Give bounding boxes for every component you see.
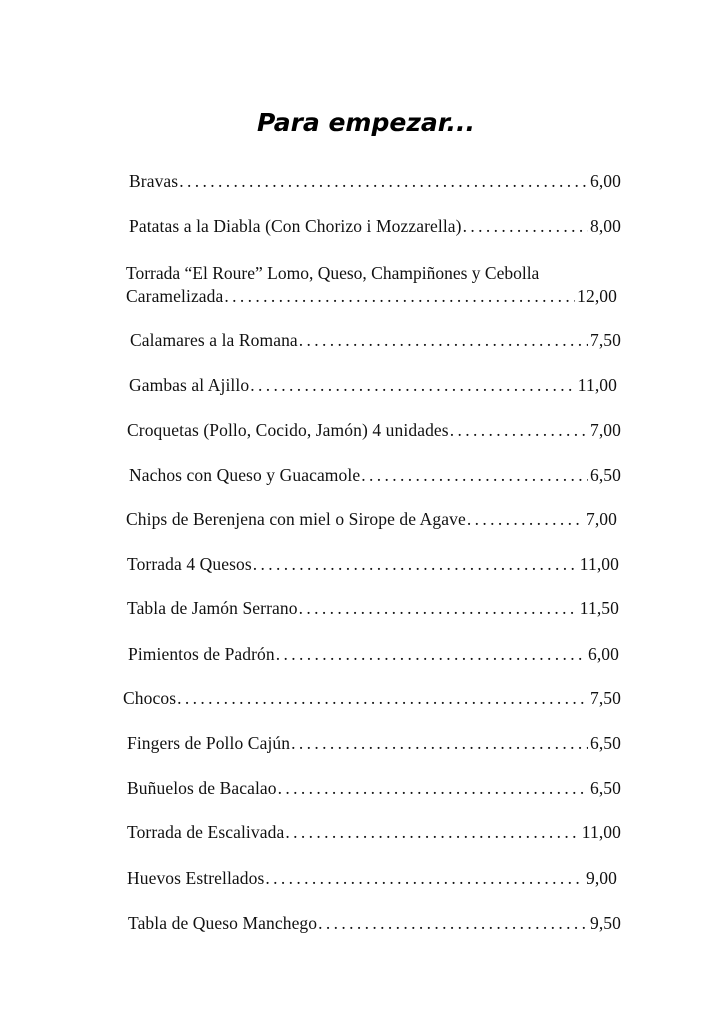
item-price: 8,00 bbox=[589, 216, 621, 236]
dot-leader bbox=[463, 216, 588, 236]
item-price: 6,50 bbox=[589, 465, 621, 485]
item-name: Gambas al Ajillo bbox=[129, 375, 250, 395]
item-name: Fingers de Pollo Cajún bbox=[127, 733, 291, 753]
item-name: Croquetas (Pollo, Cocido, Jamón) 4 unidades bbox=[127, 420, 449, 440]
item-price: 12,00 bbox=[577, 286, 617, 306]
dot-leader bbox=[450, 420, 588, 440]
item-price: 9,50 bbox=[589, 913, 621, 933]
menu-item bbox=[127, 598, 619, 618]
item-price: 7,50 bbox=[589, 688, 621, 708]
item-price: 6,50 bbox=[589, 733, 621, 753]
menu-item bbox=[129, 465, 621, 485]
section-title: Para empezar... bbox=[256, 108, 476, 137]
item-name-line1: Torrada “El Roure” Lomo, Queso, Champiñones y Cebolla bbox=[126, 263, 540, 283]
dot-leader bbox=[278, 778, 588, 798]
item-price: 6,00 bbox=[587, 644, 619, 664]
menu-item bbox=[126, 286, 617, 306]
menu-item bbox=[127, 778, 621, 798]
menu-item bbox=[129, 216, 621, 236]
menu-item bbox=[127, 420, 621, 440]
item-name: Huevos Estrellados bbox=[127, 868, 265, 888]
dot-leader bbox=[224, 286, 575, 306]
item-name: Calamares a la Romana bbox=[130, 330, 298, 350]
item-price: 11,00 bbox=[581, 822, 621, 842]
item-price: 7,00 bbox=[589, 420, 621, 440]
item-name: Caramelizada bbox=[126, 286, 224, 306]
menu-item bbox=[123, 688, 621, 708]
menu-item bbox=[128, 913, 621, 933]
item-price: 7,50 bbox=[589, 330, 621, 350]
dot-leader bbox=[299, 598, 578, 618]
menu-item bbox=[126, 509, 617, 529]
dot-leader bbox=[253, 554, 578, 574]
item-price: 6,50 bbox=[589, 778, 621, 798]
dot-leader bbox=[291, 733, 588, 753]
item-price: 11,00 bbox=[577, 375, 617, 395]
dot-leader bbox=[299, 330, 588, 350]
dot-leader bbox=[276, 644, 586, 664]
menu-item bbox=[130, 330, 621, 350]
dot-leader bbox=[318, 913, 588, 933]
menu-item bbox=[127, 733, 621, 753]
menu-item bbox=[127, 554, 619, 574]
menu-item bbox=[127, 868, 617, 888]
item-price: 11,00 bbox=[579, 554, 619, 574]
item-name: Bravas bbox=[129, 171, 179, 191]
item-name: Patatas a la Diabla (Con Chorizo i Mozzarella) bbox=[129, 216, 462, 236]
item-name: Buñuelos de Bacalao bbox=[127, 778, 277, 798]
item-price: 7,00 bbox=[585, 509, 617, 529]
dot-leader bbox=[177, 688, 588, 708]
menu-item bbox=[129, 375, 617, 395]
item-name: Pimientos de Padrón bbox=[128, 644, 275, 664]
dot-leader bbox=[285, 822, 579, 842]
item-name: Torrada de Escalivada bbox=[127, 822, 285, 842]
item-name: Nachos con Queso y Guacamole bbox=[129, 465, 361, 485]
item-name: Tabla de Jamón Serrano bbox=[127, 598, 298, 618]
dot-leader bbox=[265, 868, 584, 888]
dot-leader bbox=[250, 375, 576, 395]
item-price: 9,00 bbox=[585, 868, 617, 888]
item-name: Chocos bbox=[123, 688, 177, 708]
menu-item bbox=[129, 171, 621, 191]
item-name: Chips de Berenjena con miel o Sirope de Agave bbox=[126, 509, 466, 529]
item-price: 6,00 bbox=[589, 171, 621, 191]
dot-leader bbox=[179, 171, 588, 191]
item-name: Torrada 4 Quesos bbox=[127, 554, 252, 574]
item-price: 11,50 bbox=[579, 598, 619, 618]
menu-item bbox=[127, 822, 621, 842]
item-name: Tabla de Queso Manchego bbox=[128, 913, 318, 933]
dot-leader bbox=[467, 509, 584, 529]
dot-leader bbox=[361, 465, 588, 485]
menu-item bbox=[128, 644, 619, 664]
